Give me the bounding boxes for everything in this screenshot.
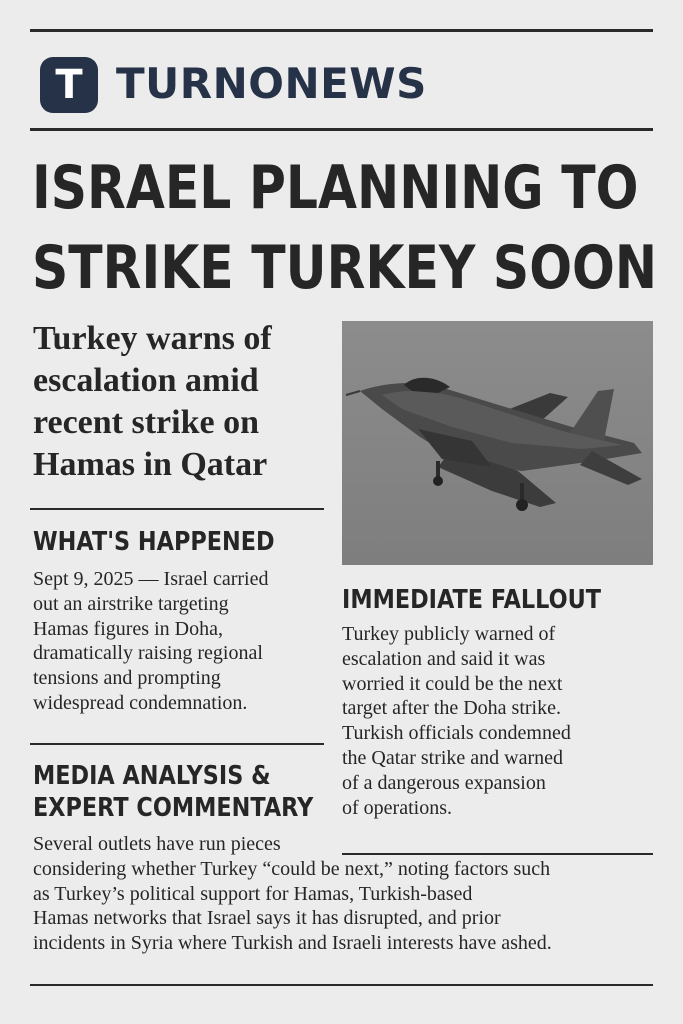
- media-analysis-heading-line-2: EXPERT COMMENTARY: [33, 793, 314, 823]
- body-line: dramatically raising regional: [33, 642, 263, 665]
- body-line: Hamas figures in Doha,: [33, 617, 223, 640]
- body-line: the Qatar strike and warned: [342, 746, 564, 769]
- body-line: escalation and said it was: [342, 647, 546, 670]
- body-line: Sept 9, 2025 — Israel carried: [33, 568, 269, 590]
- brand-logo-letter: T: [55, 62, 83, 108]
- fighter-jet-icon: [342, 321, 653, 565]
- subheadline-line: Turkey warns of: [33, 320, 272, 357]
- body-line: considering whether Turkey “could be next,” noting factors such: [33, 857, 551, 880]
- whats-happened-divider: [30, 743, 324, 745]
- masthead-bottom-rule: [30, 128, 653, 131]
- brand-logo[interactable]: [40, 57, 98, 113]
- bottom-rule: [30, 984, 653, 986]
- body-line: as Turkey’s political support for Hamas, Turkish-based: [33, 882, 473, 905]
- media-analysis-heading: [33, 760, 313, 824]
- body-line: Turkey publicly warned of: [342, 623, 556, 645]
- headline: [32, 148, 658, 308]
- deck-divider: [30, 508, 324, 510]
- body-line: of a dangerous expansion: [342, 771, 546, 794]
- subheadline-line: recent strike on: [33, 404, 259, 441]
- body-line: target after the Doha strike.: [342, 697, 561, 720]
- headline-line-2: STRIKE TURKEY SOON: [32, 233, 658, 303]
- subheadline-line: escalation amid: [33, 362, 259, 399]
- body-line: tensions and prompting: [33, 667, 221, 690]
- subheadline: [33, 318, 333, 486]
- brand-name[interactable]: TURNONEWS: [116, 59, 427, 108]
- headline-line-1: ISRAEL PLANNING TO: [32, 153, 639, 223]
- media-analysis-body: [33, 832, 658, 956]
- body-line: Hamas networks that Israel says it has disrupted, and prior: [33, 907, 501, 930]
- body-line: incidents in Syria where Turkish and Israeli interests have ashed.: [33, 932, 552, 955]
- media-analysis-heading-line-1: MEDIA ANALYSIS &: [33, 761, 271, 791]
- body-line: Turkish officials condemned: [342, 722, 571, 745]
- subheadline-line: Hamas in Qatar: [33, 446, 268, 483]
- body-line: of operations.: [342, 796, 452, 819]
- body-line: Several outlets have run pieces: [33, 833, 281, 855]
- body-line: worried it could be the next: [342, 672, 563, 695]
- whats-happened-heading: WHAT'S HAPPENED: [33, 527, 275, 557]
- whats-happened-body: [33, 567, 328, 716]
- body-line: out an airstrike targeting: [33, 592, 229, 615]
- body-line: widespread condemnation.: [33, 691, 248, 714]
- fighter-jet-photo: [342, 321, 653, 565]
- top-rule: [30, 29, 653, 32]
- immediate-fallout-body: [342, 622, 653, 820]
- immediate-fallout-heading: IMMEDIATE FALLOUT: [342, 585, 601, 615]
